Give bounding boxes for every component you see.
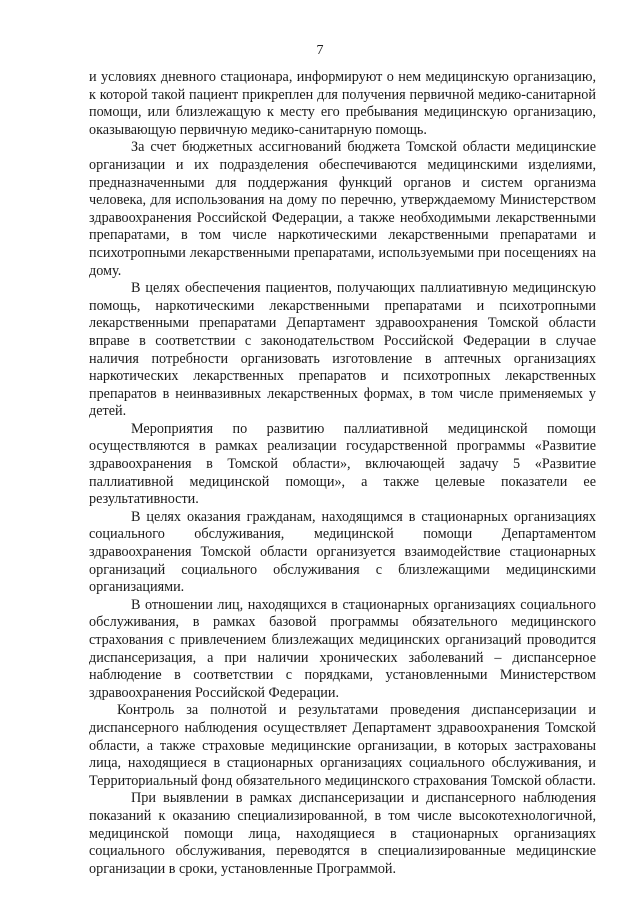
paragraph-budget-funding: За счет бюджетных ассигнований бюджета Томской области медицинские организации и их подразделения обеспечиваются медицинскими изделиями, предназначенными для поддержания функций органов и систем организма человека, для использования на дому по перечню, утверждаемому Министерством здравоохранения Российской Федерации, а также необходимыми лекарственными препаратами, в том числе наркотическими лекарственными препаратами и психотропными лекарственными препаратами, используемыми при посещениях на дому. bbox=[89, 139, 596, 279]
paragraph-social-institutions: В целях оказания гражданам, находящимся в стационарных организациях социального обслуживания, медицинской помощи Департаментом здравоохранения Томской области организуется взаимодействие стационарных организаций социального обслуживания с близлежащими медицинскими организациями. bbox=[89, 508, 596, 596]
document-body bbox=[89, 69, 596, 878]
page-number: 7 bbox=[316, 43, 324, 58]
paragraph-dispensary-examination: В отношении лиц, находящихся в стационарных организациях социального обслуживания, в рамках базовой программы обязательного медицинского страхования с привлечением близлежащих медицинских организаций проводится диспансеризация, а при наличии хронических заболеваний – диспансерное наблюдение в соответствии с порядками, установленными Министерством здравоохранения Российской Федерации. bbox=[89, 596, 596, 701]
paragraph-referral: При выявлении в рамках диспансеризации и диспансерного наблюдения показаний к оказанию специализированной, в том числе высокотехнологичной, медицинской помощи лица, находящиеся в стационарных организациях социального обслуживания, переводятся в специализированные медицинские организации в сроки, установленные Программой. bbox=[89, 790, 596, 877]
paragraph-palliative-drugs: В целях обеспечения пациентов, получающих паллиативную медицинскую помощь, наркотическими лекарственными препаратами и психотропными лекарственными препаратами Департамент здравоохранения Томской области вправе в соответствии с законодательством Российской Федерации в случае наличия потребности организовать изготовление в аптечных организациях наркотических лекарственных препаратов и психотропных лекарственных препаратов в неинвазивных лекарственных формах, в том числе применяемых у детей. bbox=[89, 280, 596, 420]
paragraph-control: Контроль за полнотой и результатами проведения диспансеризации и диспансерного наблюдения осуществляет Департамент здравоохранения Томской области, а также страховые медицинские организации, в которых застрахованы лица, находящиеся в стационарных организациях социального обслуживания, и Территориальный фонд обязательного медицинского страхования Томской области. bbox=[89, 702, 596, 789]
paragraph-program-measures: Мероприятия по развитию паллиативной медицинской помощи осуществляются в рамках реализации государственной программы «Развитие здравоохранения в Томской области», включающей задачу 5 «Развитие паллиативной медицинской помощи», а также целевые показатели ее результативности. bbox=[89, 420, 596, 508]
paragraph-continuation: и условиях дневного стационара, информируют о нем медицинскую организацию, к которой такой пациент прикреплен для получения первичной медико-санитарной помощи, или близлежащую к месту его пребывания медицинскую организацию, оказывающую первичную медико-санитарную помощь. bbox=[89, 69, 596, 138]
